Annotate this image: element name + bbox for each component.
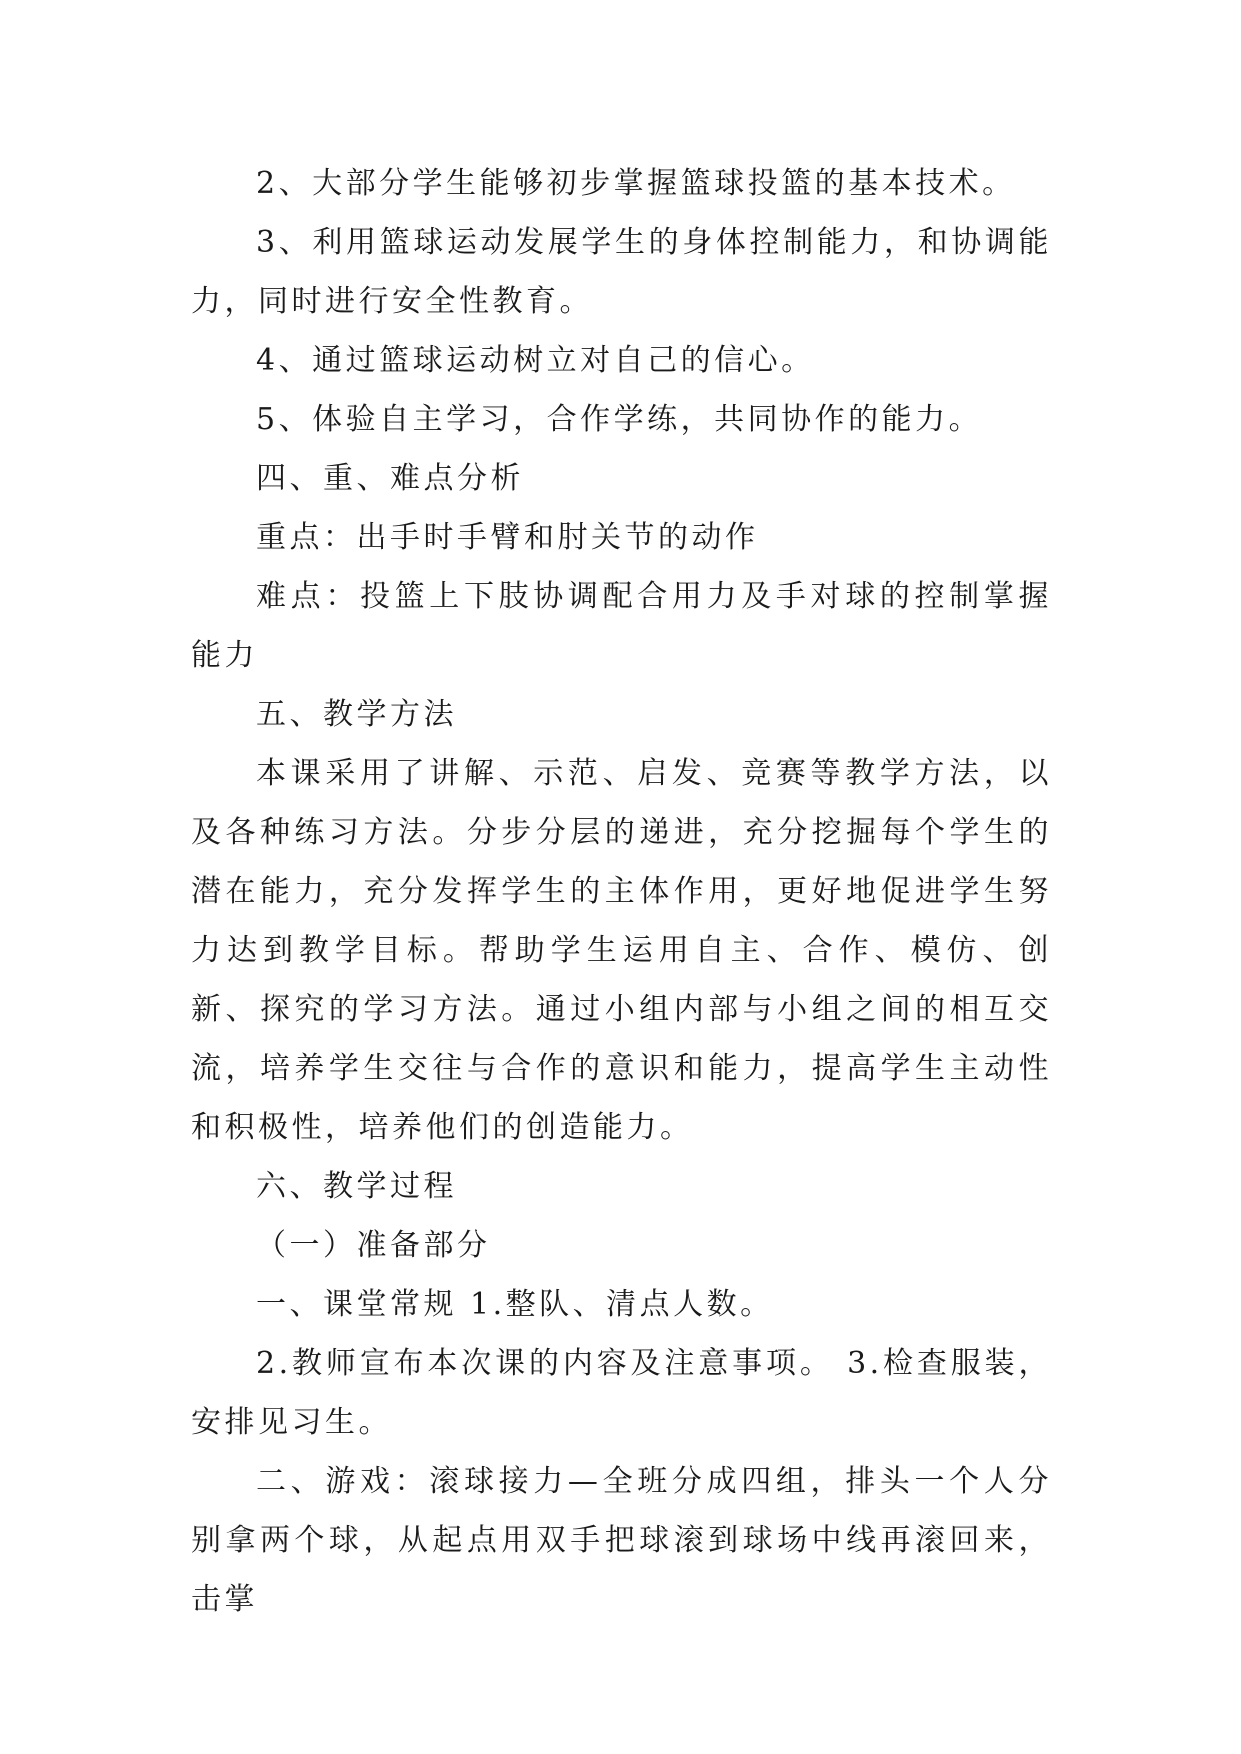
section-heading-key-points: 四、重、难点分析 xyxy=(256,461,524,496)
section-heading-process: 六、教学过程 xyxy=(256,1169,457,1204)
paragraph-goal-4: 4、通过篮球运动树立对自己的信心。 xyxy=(256,343,815,378)
paragraph-announcement: 2.教师宣布本次课的内容及注意事项。 3.检查服装，安排见习生。 xyxy=(191,1346,1052,1440)
paragraph-game: 二、游戏：滚球接力—全班分成四组，排头一个人分别拿两个球，从起点用双手把球滚到球场中线再滚回来，击掌 xyxy=(191,1464,1052,1617)
subsection-heading-preparation: （一）准备部分 xyxy=(256,1228,491,1263)
paragraph-goal-5: 5、体验自主学习，合作学练，共同协作的能力。 xyxy=(256,402,983,437)
paragraph-goal-3: 3、利用篮球运动发展学生的身体控制能力，和协调能力，同时进行安全性教育。 xyxy=(191,225,1052,319)
paragraph-class-routine: 一、课堂常规 1.整队、清点人数。 xyxy=(256,1287,774,1322)
paragraph-methods: 本课采用了讲解、示范、启发、竞赛等教学方法，以及各种练习方法。分步分层的递进，充分挖掘每个学生的潜在能力，充分发挥学生的主体作用，更好地促进学生努力达到教学目标。帮助学生运用自主、合作、模仿、创新、探究的学习方法。通过小组内部与小组之间的相互交流，培养学生交往与合作的意识和能力，提高学生主动性和积极性，培养他们的创造能力。 xyxy=(191,756,1052,1145)
paragraph-goal-2: 2、大部分学生能够初步掌握篮球投篮的基本技术。 xyxy=(256,166,1016,201)
paragraph-key-point: 重点：出手时手臂和肘关节的动作 xyxy=(256,520,759,555)
section-heading-methods: 五、教学方法 xyxy=(256,697,457,732)
paragraph-difficulty: 难点：投篮上下肢协调配合用力及手对球的控制掌握能力 xyxy=(191,579,1052,673)
document-body xyxy=(191,154,1052,1629)
